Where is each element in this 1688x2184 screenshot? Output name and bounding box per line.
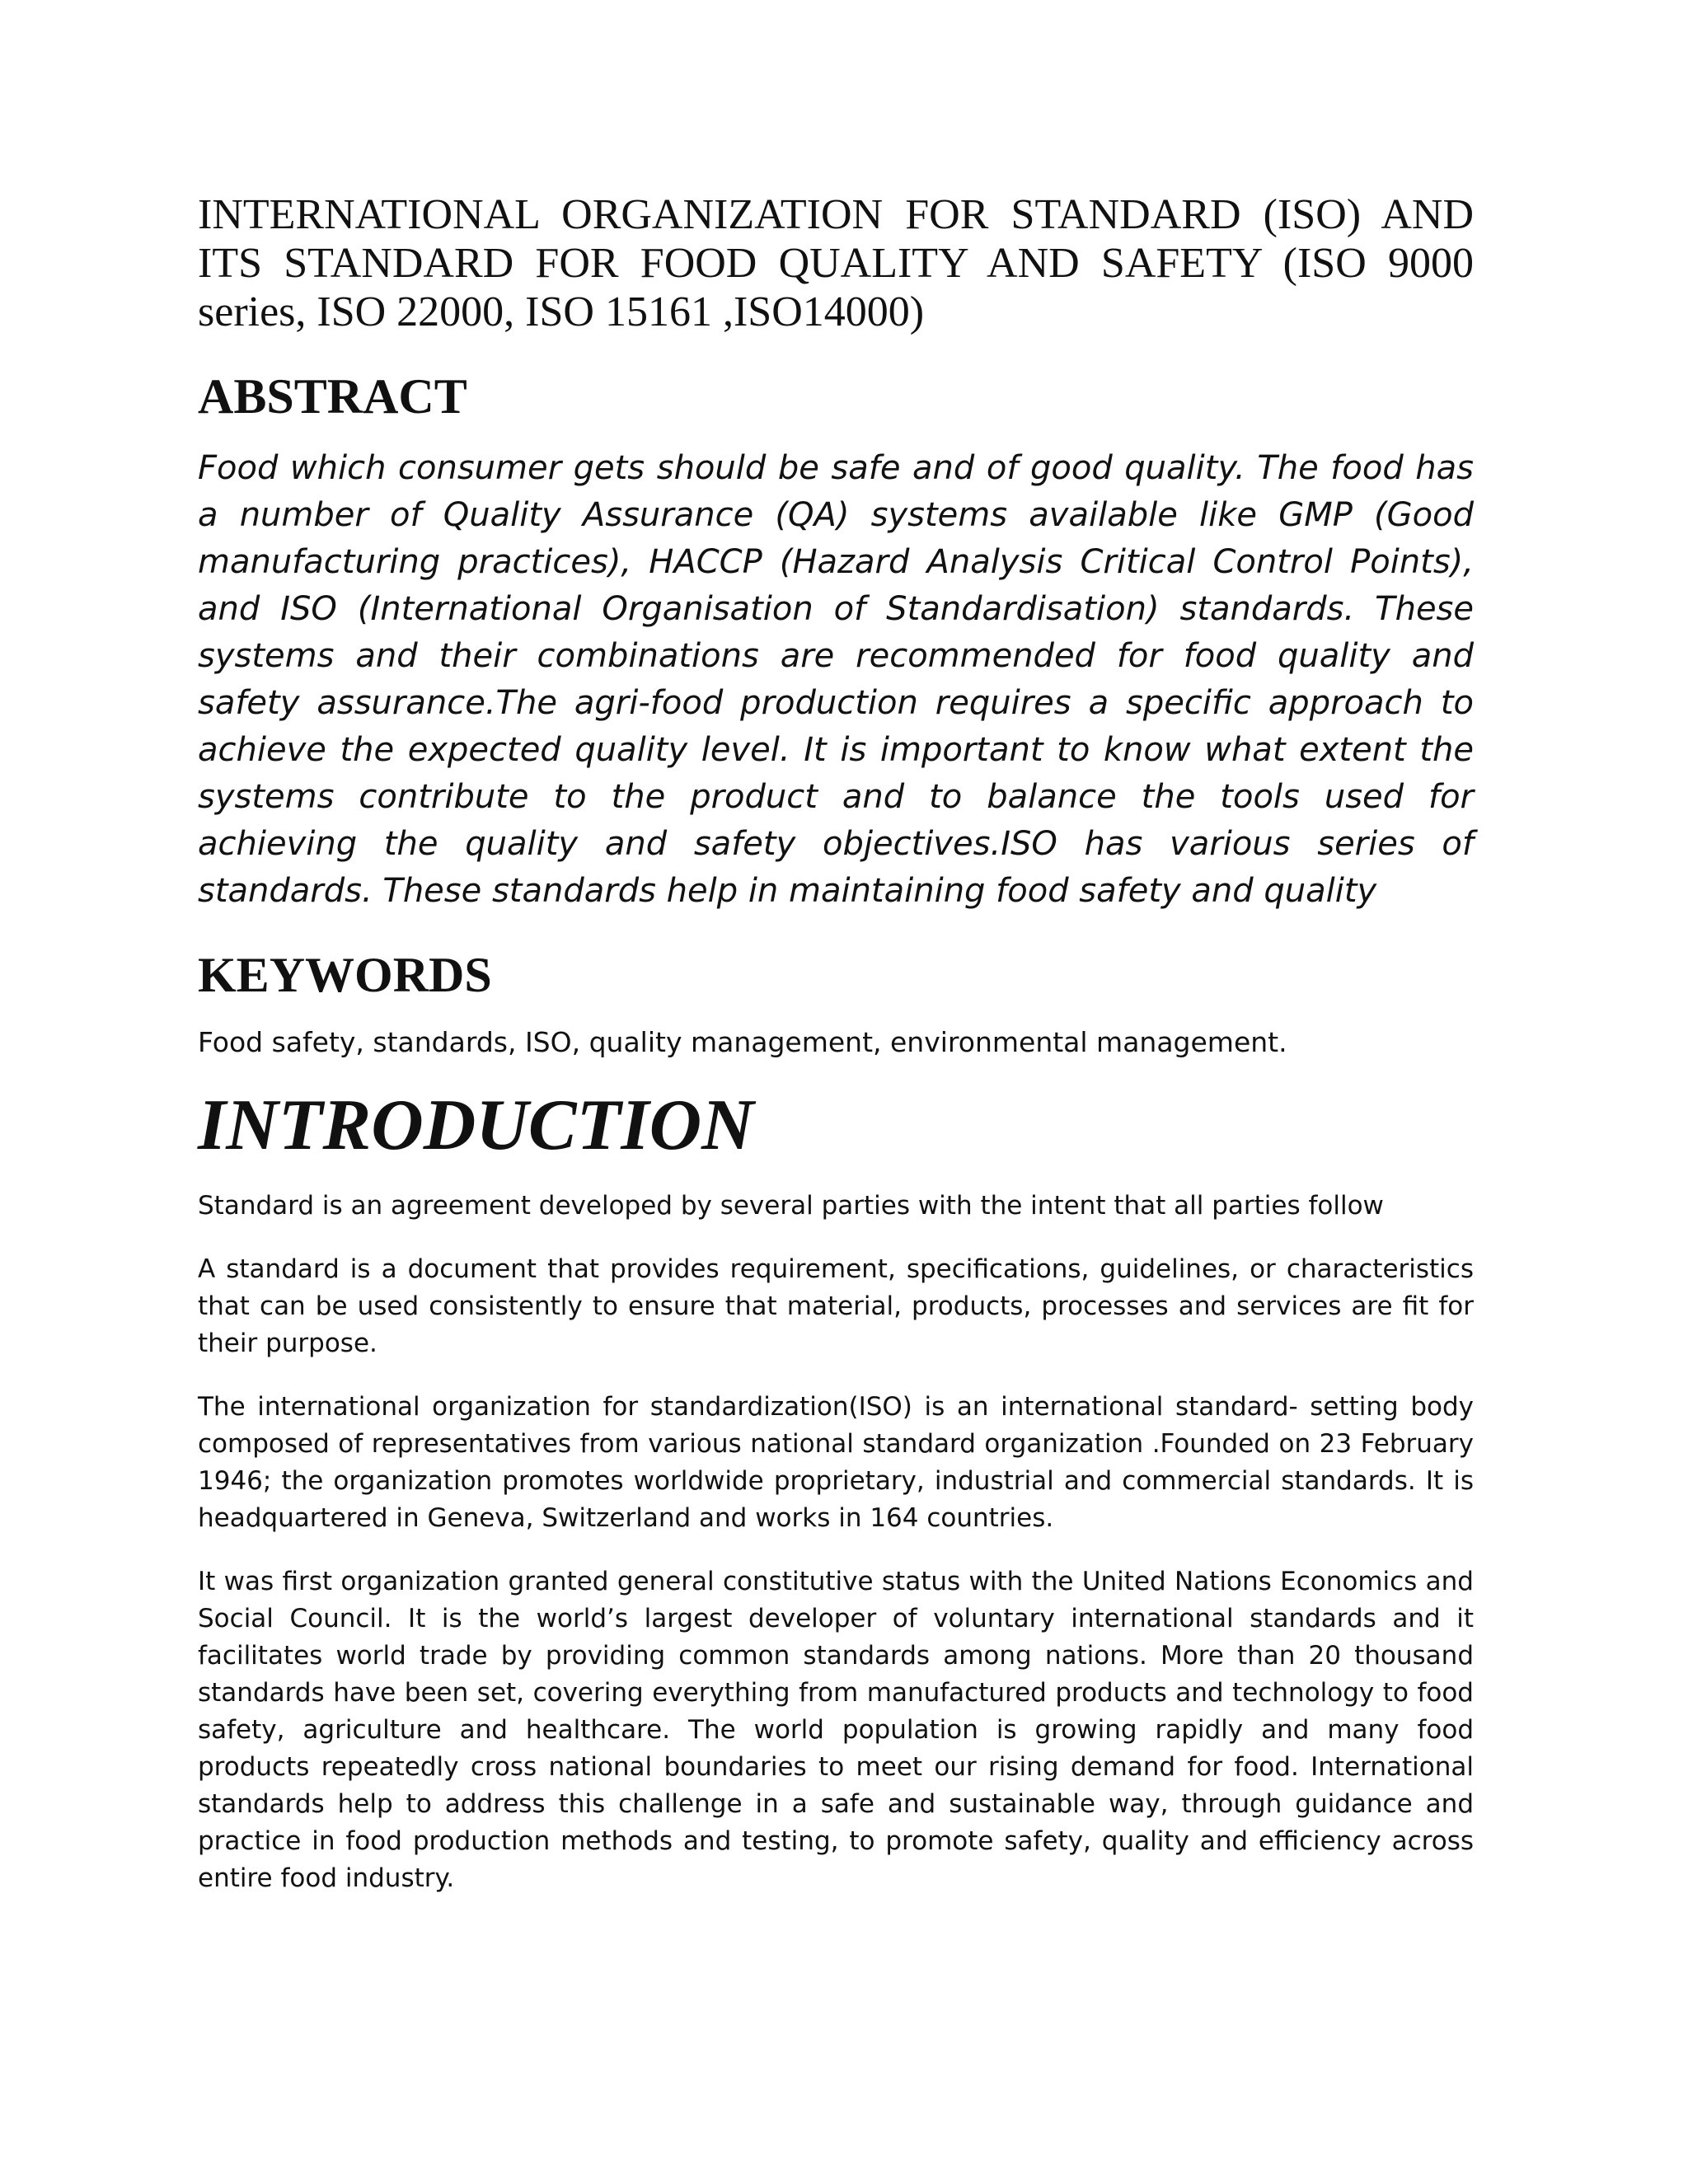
keywords-text: Food safety, standards, ISO, quality management, environmental management.: [198, 1026, 1287, 1059]
introduction-paragraph: The international organization for standardization(ISO) is an international standard- setting body composed of representatives from various national standard organization .Founded on 23 February 1946; the organization promotes worldwide proprietary, industrial and commercial standards. It is headquartered in Geneva, Switzerland and works in 164 countries.: [198, 1391, 1474, 1533]
keywords-heading: KEYWORDS: [198, 948, 492, 1003]
abstract-text: Food which consumer gets should be safe and of good quality. The food has a number of Quality Assurance (QA) systems available like GMP (Good manufacturing practices), HACCP (Hazard Analysis Critical Control Points), and ISO (International Organisation of Standardisation) standards. These systems and their combinations are recommended for food quality and safety assurance.The agri-food production requires a specific approach to achieve the expected quality level. It is important to know what extent the systems contribute to the product and to balance the tools used for achieving the quality and safety objectives.ISO has various series of standards. These standards help in maintaining food safety and quality: [198, 449, 1474, 911]
introduction-paragraph: It was first organization granted general constitutive status with the United Nations Economics and Social Council. It is the world’s largest developer of voluntary international standards and it facilitates world trade by providing common standards among nations. More than 20 thousand standards have been set, covering everything from manufactured products and technology to food safety, agriculture and healthcare. The world population is growing rapidly and many food products repeatedly cross national boundaries to meet our rising demand for food. International standards help to address this challenge in a safe and sustainable way, through guidance and practice in food production methods and testing, to promote safety, quality and efficiency across entire food industry.: [198, 1566, 1474, 1893]
document-title: INTERNATIONAL ORGANIZATION FOR STANDARD (ISO) AND ITS STANDARD FOR FOOD QUALITY AND SAFETY (ISO 9000 series, ISO 22000, ISO 15161 ,ISO14000): [198, 191, 1474, 335]
introduction-heading: INTRODUCTION: [198, 1085, 754, 1166]
abstract-heading: ABSTRACT: [198, 369, 467, 424]
document-body: [198, 191, 1474, 1897]
introduction-paragraph: A standard is a document that provides requirement, specifications, guidelines, or characteristics that can be used consistently to ensure that material, products, processes and services are fit for their purpose.: [198, 1254, 1474, 1358]
introduction-paragraph: Standard is an agreement developed by several parties with the intent that all parties follow: [198, 1190, 1384, 1221]
